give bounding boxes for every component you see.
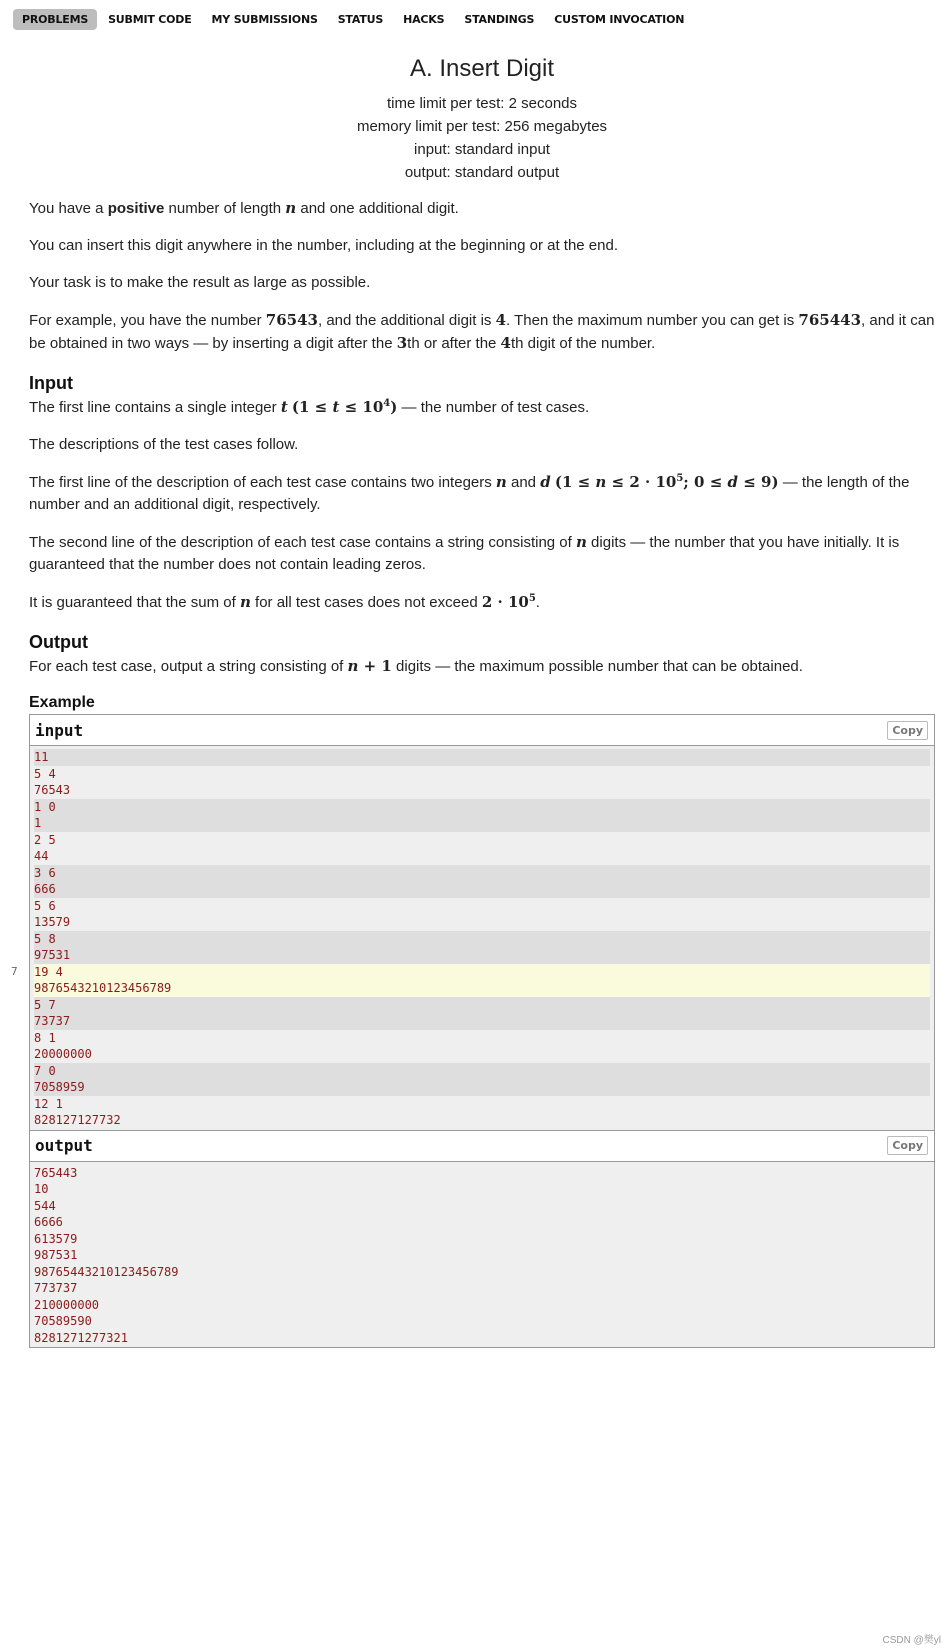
copy-input-button[interactable]: Copy — [887, 721, 928, 740]
input-line: 2 5 — [34, 832, 56, 847]
input-line: 73737 — [34, 1013, 930, 1030]
input-line: 5 4 — [34, 766, 56, 781]
output-line: 544 — [34, 1198, 56, 1213]
input-line: 12 1 — [34, 1096, 63, 1111]
nav-submit-code[interactable]: SUBMIT CODE — [108, 12, 192, 26]
input-line: 19 4 — [34, 964, 930, 981]
problem-nav — [13, 8, 693, 30]
example-title: Example — [29, 694, 95, 711]
nav-standings[interactable]: STANDINGS — [464, 12, 535, 26]
input-paragraph-5: It is guaranteed that the sum of n for all test cases does not exceed $2 \cdot 10^5$. — [29, 593, 540, 611]
problem-title: A. Insert Digit — [409, 55, 555, 82]
input-line: 1 0 — [34, 799, 930, 816]
memory-limit: memory limit per test: 256 megabytes — [356, 118, 608, 135]
input-label: input — [35, 720, 84, 740]
input-section-title: Input — [29, 373, 73, 393]
copy-output-button[interactable]: Copy — [887, 1136, 928, 1155]
input-line: 3 6 — [34, 865, 930, 882]
nav-status[interactable]: STATUS — [337, 12, 384, 26]
output-line: 773737 — [34, 1281, 78, 1295]
input-line: 7 0 — [34, 1063, 930, 1080]
input-line: 8 1 — [34, 1030, 56, 1045]
input-line: 5 8 — [34, 931, 930, 948]
input-header — [30, 715, 934, 746]
time-limit: time limit per test: 2 seconds — [386, 95, 578, 112]
nav-my-submissions[interactable]: MY SUBMISSIONS — [211, 12, 318, 26]
highlighted-line-number: 7 — [11, 964, 18, 978]
output-line: 70589590 — [34, 1314, 92, 1328]
input-body[interactable] — [30, 746, 934, 1130]
output-line: 765443 — [34, 1165, 78, 1180]
output-line: 10 — [34, 1182, 49, 1196]
input-line: 11 — [34, 749, 930, 766]
input-line: 7058959 — [34, 1079, 930, 1096]
legend-paragraph-4: For example, you have the number 76543, and the additional digit is 4. Then the maximum number you can get is 765443, and it can be obtained in two ways — by inserting a digit after the 3th or after the 4th digit of the number. — [29, 311, 935, 352]
output-line: 210000000 — [34, 1297, 100, 1312]
legend-paragraph-1: You have a positive number of length n and one additional digit. — [29, 199, 459, 217]
output-label: output — [35, 1136, 93, 1155]
nav-hacks[interactable]: HACKS — [403, 12, 445, 26]
input-line: 20000000 — [34, 1047, 92, 1061]
input-paragraph-4: The second line of the description of each test case contains a string consisting of n digits — the number that you have initially. It is guaranteed that the number does not contain leading zeros. — [29, 533, 900, 573]
input-line: 1 — [34, 815, 930, 832]
output-body[interactable] — [30, 1162, 934, 1348]
sample-tests — [29, 714, 935, 1348]
output-line: 6666 — [34, 1215, 63, 1229]
input-paragraph-3: The first line of the description of each test case contains two integers n and d ($1 \le n \le 2 \cdot 10^5$; 0 ≤ d ≤ 9) — the length of the number and an additional digit, respectively. — [29, 473, 910, 513]
input-type: input: standard input — [414, 141, 550, 158]
output-type: output: standard output — [404, 164, 560, 181]
input-line: 5 6 — [34, 898, 56, 913]
output-line: 613579 — [34, 1231, 78, 1246]
input-line: 9876543210123456789 — [34, 980, 930, 997]
input-line: 76543 — [34, 783, 71, 797]
input-line: 44 — [34, 849, 49, 863]
output-header — [30, 1130, 934, 1162]
input-line: 13579 — [34, 915, 71, 929]
legend-paragraph-3: Your task is to make the result as large as possible. — [29, 274, 371, 291]
input-paragraph-2: The descriptions of the test cases follow. — [29, 436, 299, 453]
output-line: 987531 — [34, 1248, 78, 1262]
input-line: 828127127732 — [34, 1113, 121, 1127]
problem-statement — [29, 50, 935, 1348]
input-line: 97531 — [34, 947, 930, 964]
output-line: 8281271277321 — [34, 1330, 128, 1345]
output-line: 98765443210123456789 — [34, 1264, 179, 1279]
nav-problems[interactable]: PROBLEMS — [13, 9, 97, 30]
input-paragraph-1: The first line contains a single integer t $(1 \le t \le 10^4)$ — the number of test cases. — [29, 398, 590, 416]
nav-custom-invocation[interactable]: CUSTOM INVOCATION — [554, 12, 685, 26]
output-paragraph-1: For each test case, output a string consisting of n + 1 digits — the maximum possible number that can be obtained. — [29, 657, 803, 675]
legend-paragraph-2: You can insert this digit anywhere in the number, including at the beginning or at the end. — [29, 237, 619, 254]
output-section-title: Output — [29, 632, 88, 652]
watermark: CSDN @樊yl — [882, 1635, 941, 1646]
input-line: 666 — [34, 881, 930, 898]
input-line: 5 7 — [34, 997, 930, 1014]
